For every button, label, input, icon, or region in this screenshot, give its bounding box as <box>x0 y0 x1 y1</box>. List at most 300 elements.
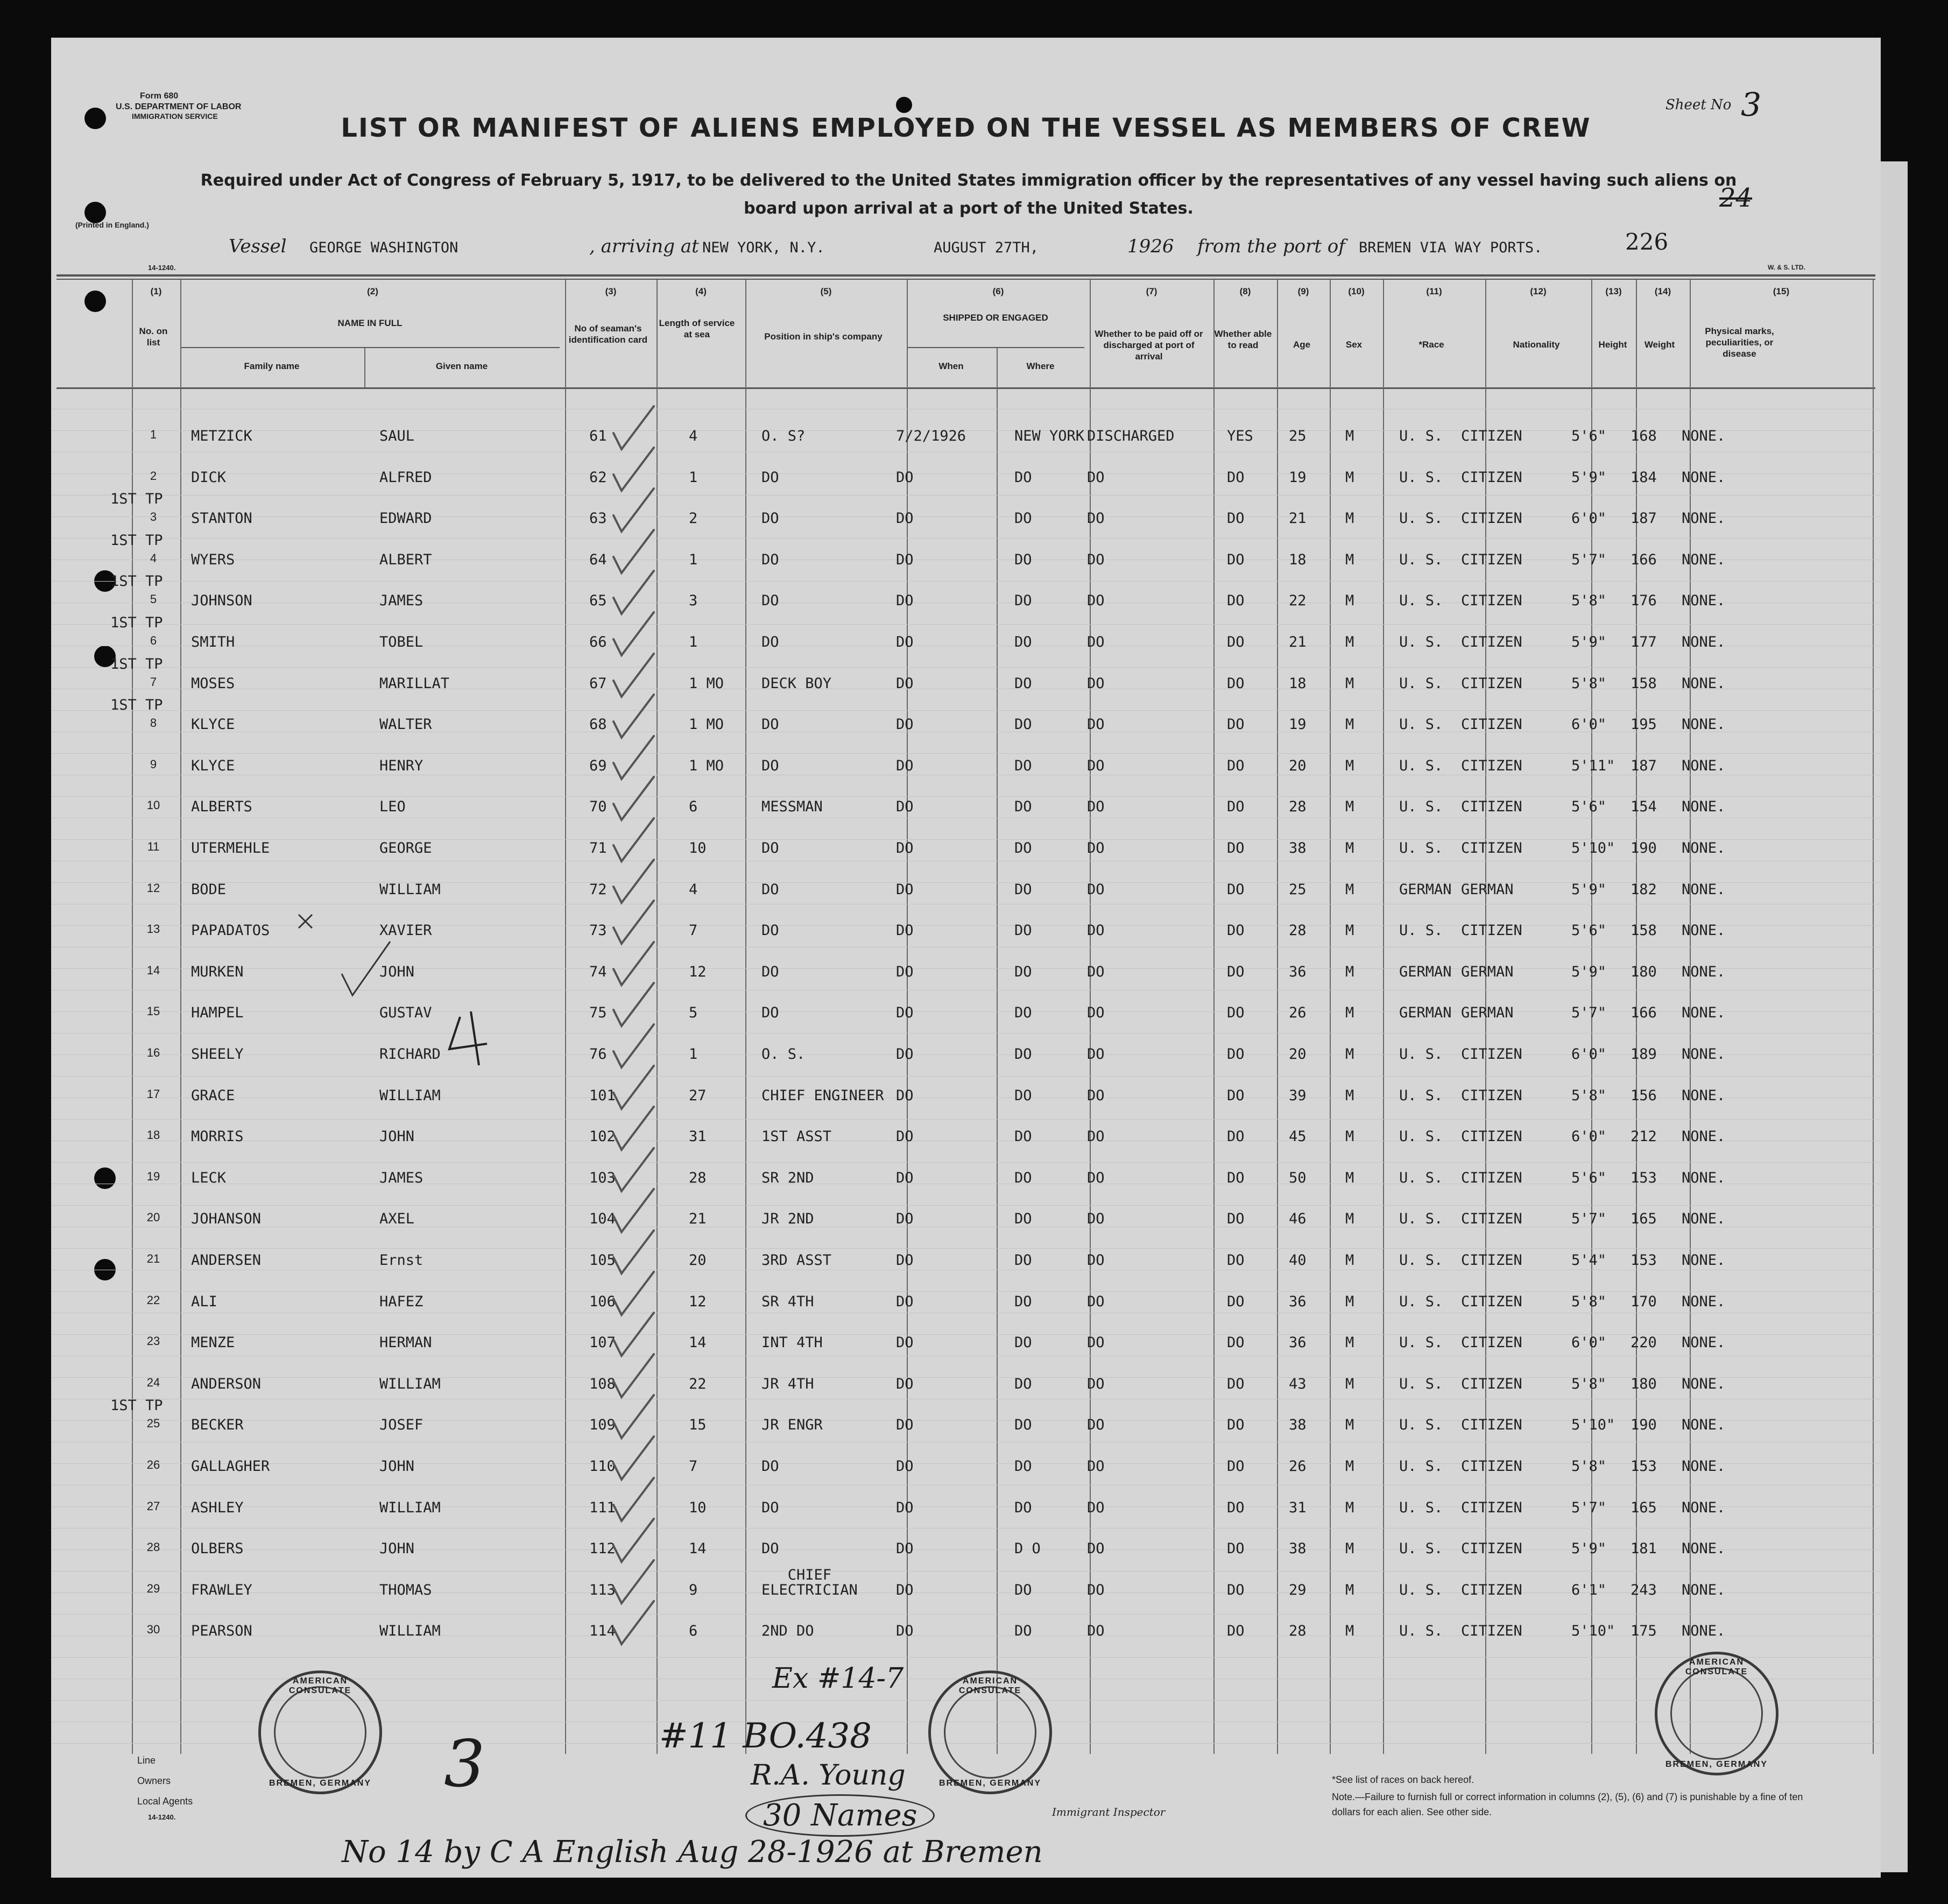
able-to-read: DO <box>1227 1623 1245 1639</box>
family-name: MORRIS <box>191 1128 244 1145</box>
paid-off: DO <box>1087 1087 1105 1104</box>
consulate-stamp: AMERICAN CONSULATE BREMEN, GERMANY <box>1655 1652 1778 1775</box>
shipped-when: DO <box>896 1458 914 1475</box>
weight: 180 <box>1631 1376 1657 1392</box>
height: 5'7" <box>1571 1004 1607 1021</box>
id-card: 71 <box>589 840 607 857</box>
paid-off: DO <box>1087 1540 1105 1557</box>
row-no: 2 <box>150 469 157 483</box>
nationality: CITIZEN <box>1461 1087 1522 1104</box>
given-name: JAMES <box>379 592 424 609</box>
row-no: 29 <box>146 1582 160 1595</box>
position: CHIEF ELECTRICIAN <box>761 1567 858 1598</box>
family-name: ALBERTS <box>191 798 252 815</box>
manifest-sheet <box>51 38 1881 1878</box>
nationality: CITIZEN <box>1461 1128 1522 1145</box>
row-no: 11 <box>147 840 160 853</box>
family-name: JOHANSON <box>191 1211 262 1227</box>
physical-marks: NONE. <box>1682 1293 1726 1310</box>
height: 5'7" <box>1571 551 1607 568</box>
physical-marks: NONE. <box>1682 510 1726 527</box>
shipped-when: DO <box>896 1499 914 1516</box>
able-to-read: DO <box>1227 798 1245 815</box>
position: DO <box>761 1004 779 1021</box>
paid-off: DO <box>1087 1623 1105 1639</box>
paid-off: DO <box>1087 1417 1105 1433</box>
check-mark <box>613 530 654 573</box>
position: DO <box>761 510 779 527</box>
sex: M <box>1345 1211 1354 1227</box>
punch-hole <box>84 202 106 223</box>
position: DO <box>761 881 779 898</box>
department: U.S. DEPARTMENT OF LABOR <box>116 102 242 111</box>
sex: M <box>1345 758 1354 774</box>
id-card: 114 <box>589 1623 616 1639</box>
form-ref: 14-1240. <box>148 264 176 272</box>
height: 5'10" <box>1571 1623 1615 1639</box>
able-to-read: DO <box>1227 716 1245 733</box>
weight: 153 <box>1631 1252 1657 1269</box>
age: 46 <box>1289 1211 1307 1227</box>
race: GERMAN <box>1399 881 1452 898</box>
check-mark <box>613 1436 654 1480</box>
ruled-line <box>51 1205 1881 1206</box>
weight: 175 <box>1631 1623 1657 1639</box>
column-number: (5) <box>820 286 832 296</box>
id-card: 62 <box>589 469 607 486</box>
family-name: METZICK <box>191 428 252 444</box>
able-to-read: DO <box>1227 1004 1245 1021</box>
margin-note: 1ST TP <box>110 697 163 713</box>
row-no: 20 <box>146 1211 160 1224</box>
given-name: ALFRED <box>379 469 432 486</box>
ink-mark-hampel <box>439 1006 546 1071</box>
col-when: When <box>938 361 964 371</box>
position: DO <box>761 716 779 733</box>
margin-note: 1ST TP <box>110 573 163 590</box>
family-name: ANDERSEN <box>191 1252 262 1269</box>
position: INT 4TH <box>761 1334 823 1351</box>
row-no: 21 <box>146 1252 160 1265</box>
shipped-when: DO <box>896 798 914 815</box>
nationality: CITIZEN <box>1461 1458 1522 1475</box>
family-name: DICK <box>191 469 227 486</box>
sex: M <box>1345 675 1354 692</box>
weight: 153 <box>1631 1170 1657 1186</box>
shipped-when: DO <box>896 634 914 650</box>
age: 43 <box>1289 1376 1307 1392</box>
race: U. S. <box>1399 1540 1443 1557</box>
id-card: 75 <box>589 1004 607 1021</box>
length-of-service: 21 <box>689 1211 707 1227</box>
age: 20 <box>1289 758 1307 774</box>
id-card: 104 <box>589 1211 616 1227</box>
shipped-where: DO <box>1014 1293 1032 1310</box>
able-to-read: DO <box>1227 1540 1245 1557</box>
length-of-service: 27 <box>689 1087 707 1104</box>
race: U. S. <box>1399 634 1443 650</box>
sex: M <box>1345 1582 1354 1598</box>
weight: 165 <box>1631 1211 1657 1227</box>
position: DO <box>761 758 779 774</box>
family-name: BODE <box>191 881 227 898</box>
row-no: 27 <box>146 1499 160 1513</box>
shipped-when: DO <box>896 1540 914 1557</box>
sex: M <box>1345 1128 1354 1145</box>
row-no: 10 <box>146 798 160 812</box>
row-no: 18 <box>146 1128 160 1142</box>
given-name: TOBEL <box>379 634 424 650</box>
handwritten-ex: Ex #14-7 <box>772 1662 904 1695</box>
shipped-when: DO <box>896 881 914 898</box>
margin-note: 1ST TP <box>110 656 163 673</box>
column-number: (6) <box>992 286 1004 296</box>
height: 5'8" <box>1571 592 1607 609</box>
weight: 190 <box>1631 1417 1657 1433</box>
age: 21 <box>1289 510 1307 527</box>
column-rule <box>1873 280 1874 1754</box>
row-no: 25 <box>146 1417 160 1430</box>
printed-note: (Printed in England.) <box>75 221 149 229</box>
paid-off: DO <box>1087 1582 1105 1598</box>
shipped-where: DO <box>1014 1211 1032 1227</box>
row-no: 5 <box>150 592 157 606</box>
handwritten-bottom-note: No 14 by C A English Aug 28-1926 at Bremen <box>342 1835 1043 1870</box>
race: U. S. <box>1399 1170 1443 1186</box>
race-note: *See list of races on back hereof. <box>1332 1774 1474 1785</box>
race: U. S. <box>1399 798 1443 815</box>
column-number: (10) <box>1348 286 1365 296</box>
able-to-read: DO <box>1227 1087 1245 1104</box>
check-mark <box>613 942 654 985</box>
printer-mark: W. & S. LTD. <box>1768 264 1805 271</box>
weight: 190 <box>1631 840 1657 857</box>
shipped-when: DO <box>896 1582 914 1598</box>
race: U. S. <box>1399 1211 1443 1227</box>
given-name: WILLIAM <box>379 881 441 898</box>
length-of-service: 10 <box>689 840 707 857</box>
sex: M <box>1345 1499 1354 1516</box>
race: U. S. <box>1399 1046 1443 1063</box>
given-name: RICHARD <box>379 1046 441 1063</box>
column-rule <box>1383 280 1384 1754</box>
race: U. S. <box>1399 1376 1443 1392</box>
height: 5'9" <box>1571 469 1607 486</box>
race: U. S. <box>1399 675 1443 692</box>
race: GERMAN <box>1399 964 1452 980</box>
margin-note: 1ST TP <box>110 491 163 507</box>
check-mark <box>613 1478 654 1521</box>
nationality: CITIZEN <box>1461 1623 1522 1639</box>
id-card: 67 <box>589 675 607 692</box>
weight: 168 <box>1631 428 1657 444</box>
paid-off: DO <box>1087 758 1105 774</box>
race: U. S. <box>1399 1499 1443 1516</box>
race: U. S. <box>1399 1623 1443 1639</box>
col-id-card: No of seaman's identification card <box>568 323 648 345</box>
height: 6'0" <box>1571 1128 1607 1145</box>
id-card: 72 <box>589 881 607 898</box>
position: JR ENGR <box>761 1417 823 1433</box>
length-of-service: 6 <box>689 1623 698 1639</box>
col-weight: Weight <box>1644 339 1675 350</box>
sex: M <box>1345 716 1354 733</box>
able-to-read: DO <box>1227 1170 1245 1186</box>
age: 45 <box>1289 1128 1307 1145</box>
weight: 158 <box>1631 922 1657 939</box>
physical-marks: NONE. <box>1682 1170 1726 1186</box>
sex: M <box>1345 592 1354 609</box>
given-name: LEO <box>379 798 406 815</box>
paid-off: DO <box>1087 1293 1105 1310</box>
age: 39 <box>1289 1087 1307 1104</box>
id-card: 103 <box>589 1170 616 1186</box>
shipped-when: DO <box>896 469 914 486</box>
col-family-name: Family name <box>244 361 300 371</box>
given-name: WILLIAM <box>379 1087 441 1104</box>
arrival-year: 1926 <box>1127 236 1174 257</box>
physical-marks: NONE. <box>1682 922 1726 939</box>
family-name: SMITH <box>191 634 235 650</box>
given-name: WALTER <box>379 716 432 733</box>
id-card: 61 <box>589 428 607 444</box>
given-name: JOSEF <box>379 1417 424 1433</box>
shipped-when: DO <box>896 758 914 774</box>
weight: 187 <box>1631 758 1657 774</box>
given-name: HAFEZ <box>379 1293 424 1310</box>
nationality: CITIZEN <box>1461 1376 1522 1392</box>
race: U. S. <box>1399 1252 1443 1269</box>
sex: M <box>1345 1334 1354 1351</box>
physical-marks: NONE. <box>1682 592 1726 609</box>
sex: M <box>1345 1004 1354 1021</box>
sex: M <box>1345 1376 1354 1392</box>
column-rule <box>180 280 181 1754</box>
id-card: 69 <box>589 758 607 774</box>
race: U. S. <box>1399 1417 1443 1433</box>
given-name: Ernst <box>379 1252 424 1269</box>
nationality: CITIZEN <box>1461 1252 1522 1269</box>
race: U. S. <box>1399 1128 1443 1145</box>
physical-marks: NONE. <box>1682 428 1726 444</box>
shipped-where: DO <box>1014 1170 1032 1186</box>
able-to-read: DO <box>1227 881 1245 898</box>
position: DO <box>761 1458 779 1475</box>
family-name: GRACE <box>191 1087 235 1104</box>
id-card: 73 <box>589 922 607 939</box>
ruled-line <box>51 1291 1881 1292</box>
ruled-line <box>51 538 1881 539</box>
given-name: JOHN <box>379 1128 415 1145</box>
length-of-service: 4 <box>689 428 698 444</box>
family-name: KLYCE <box>191 716 235 733</box>
paid-off: DO <box>1087 881 1105 898</box>
family-name: MURKEN <box>191 964 244 980</box>
column-rule <box>745 280 746 1754</box>
shipped-when: DO <box>896 1046 914 1063</box>
shipped-where: DO <box>1014 592 1032 609</box>
nationality: CITIZEN <box>1461 758 1522 774</box>
row-no: 7 <box>150 675 157 689</box>
length-of-service: 7 <box>689 1458 698 1475</box>
length-of-service: 1 MO <box>689 675 724 692</box>
shipped-where: DO <box>1014 1623 1032 1639</box>
able-to-read: DO <box>1227 592 1245 609</box>
physical-marks: NONE. <box>1682 1004 1726 1021</box>
physical-marks: NONE. <box>1682 1623 1726 1639</box>
given-name: WILLIAM <box>379 1499 441 1516</box>
check-mark <box>613 695 654 738</box>
col-paid-off: Whether to be paid off or discharged at port of arrival <box>1095 329 1203 362</box>
height: 5'9" <box>1571 881 1607 898</box>
height: 6'0" <box>1571 1046 1607 1063</box>
paid-off: DO <box>1087 716 1105 733</box>
check-mark <box>613 736 654 779</box>
nationality: CITIZEN <box>1461 1499 1522 1516</box>
table-top-rule <box>57 274 1875 277</box>
sex: M <box>1345 1417 1354 1433</box>
sex: M <box>1345 964 1354 980</box>
shipped-when: DO <box>896 1087 914 1104</box>
shipped-where: DO <box>1014 1334 1032 1351</box>
ruled-line <box>51 667 1881 668</box>
paid-off: DO <box>1087 798 1105 815</box>
position: MESSMAN <box>761 798 823 815</box>
race: U. S. <box>1399 1458 1443 1475</box>
age: 19 <box>1289 716 1307 733</box>
col-height: Height <box>1598 339 1627 350</box>
shipped-where: DO <box>1014 634 1032 650</box>
id-card: 70 <box>589 798 607 815</box>
page-number: 226 <box>1625 229 1669 255</box>
age: 36 <box>1289 1293 1307 1310</box>
sex: M <box>1345 1458 1354 1475</box>
col-marks: Physical marks, peculiarities, or disease <box>1705 326 1774 359</box>
ruled-line <box>51 1571 1881 1572</box>
shipped-when: DO <box>896 510 914 527</box>
shipped-where: DO <box>1014 716 1032 733</box>
family-name: ANDERSON <box>191 1376 262 1392</box>
able-to-read: DO <box>1227 469 1245 486</box>
able-to-read: DO <box>1227 1334 1245 1351</box>
position: O. S? <box>761 428 806 444</box>
race: U. S. <box>1399 469 1443 486</box>
col-position: Position in ship's company <box>764 331 883 342</box>
row-no: 17 <box>146 1087 160 1101</box>
weight: 181 <box>1631 1540 1657 1557</box>
vessel-label: Vessel <box>229 236 287 257</box>
position: DO <box>761 1499 779 1516</box>
able-to-read: DO <box>1227 840 1245 857</box>
age: 38 <box>1289 1417 1307 1433</box>
id-card: 108 <box>589 1376 616 1392</box>
sex: M <box>1345 428 1354 444</box>
row-no: 19 <box>146 1170 160 1183</box>
punch-hole <box>94 1167 116 1189</box>
height: 5'10" <box>1571 840 1615 857</box>
row-no: 6 <box>150 634 157 647</box>
family-name: UTERMEHLE <box>191 840 270 857</box>
id-card: 110 <box>589 1458 616 1475</box>
given-name: SAUL <box>379 428 415 444</box>
weight: 177 <box>1631 634 1657 650</box>
weight: 187 <box>1631 510 1657 527</box>
physical-marks: NONE. <box>1682 1417 1726 1433</box>
column-number: (1) <box>150 286 162 296</box>
col-length: Length of service at sea <box>659 318 735 339</box>
length-of-service: 20 <box>689 1252 707 1269</box>
ruled-line <box>51 1076 1881 1077</box>
weight: 158 <box>1631 675 1657 692</box>
length-of-service: 9 <box>689 1582 698 1598</box>
row-no: 16 <box>146 1046 160 1059</box>
col-given-name: Given name <box>435 361 488 371</box>
struck-number: 24 <box>1719 183 1753 213</box>
position: DO <box>761 840 779 857</box>
ruled-line <box>51 1248 1881 1249</box>
col-nationality: Nationality <box>1513 339 1560 350</box>
age: 25 <box>1289 428 1307 444</box>
physical-marks: NONE. <box>1682 1458 1726 1475</box>
shipped-where: DO <box>1014 469 1032 486</box>
row-no: 30 <box>146 1623 160 1636</box>
sex: M <box>1345 551 1354 568</box>
footer-owners: Owners <box>137 1775 171 1786</box>
shipped-where: DO <box>1014 1046 1032 1063</box>
able-to-read: DO <box>1227 1376 1245 1392</box>
physical-marks: NONE. <box>1682 1128 1726 1145</box>
position: DO <box>761 592 779 609</box>
check-mark <box>613 983 654 1026</box>
ruled-line <box>51 1162 1881 1163</box>
shipped-where: DO <box>1014 758 1032 774</box>
sex: M <box>1345 922 1354 939</box>
weight: 166 <box>1631 1004 1657 1021</box>
column-number: (15) <box>1773 286 1790 296</box>
shipped-where: DO <box>1014 1004 1032 1021</box>
table-top-rule-2 <box>57 279 1875 280</box>
shipped-when: DO <box>896 922 914 939</box>
sex: M <box>1345 1293 1354 1310</box>
sex: M <box>1345 1623 1354 1639</box>
length-of-service: 3 <box>689 592 698 609</box>
paid-off: DO <box>1087 1211 1105 1227</box>
physical-marks: NONE. <box>1682 1334 1726 1351</box>
length-of-service: 7 <box>689 922 698 939</box>
able-to-read: DO <box>1227 675 1245 692</box>
height: 5'6" <box>1571 798 1607 815</box>
footer-ref: 14-1240. <box>148 1813 176 1821</box>
nationality: CITIZEN <box>1461 675 1522 692</box>
race: U. S. <box>1399 922 1443 939</box>
family-name: MOSES <box>191 675 235 692</box>
shipped-when: DO <box>896 1334 914 1351</box>
paid-off: DO <box>1087 675 1105 692</box>
nationality: CITIZEN <box>1461 592 1522 609</box>
able-to-read: DO <box>1227 1128 1245 1145</box>
family-name: GALLAGHER <box>191 1458 270 1475</box>
punch-hole <box>84 291 106 312</box>
footer-agents: Local Agents <box>137 1796 193 1807</box>
ruled-line <box>51 710 1881 711</box>
able-to-read: DO <box>1227 1499 1245 1516</box>
column-number: (9) <box>1297 286 1309 296</box>
position: O. S. <box>761 1046 806 1063</box>
weight: 182 <box>1631 881 1657 898</box>
length-of-service: 1 <box>689 469 698 486</box>
shipped-when: DO <box>896 840 914 857</box>
position: DO <box>761 551 779 568</box>
